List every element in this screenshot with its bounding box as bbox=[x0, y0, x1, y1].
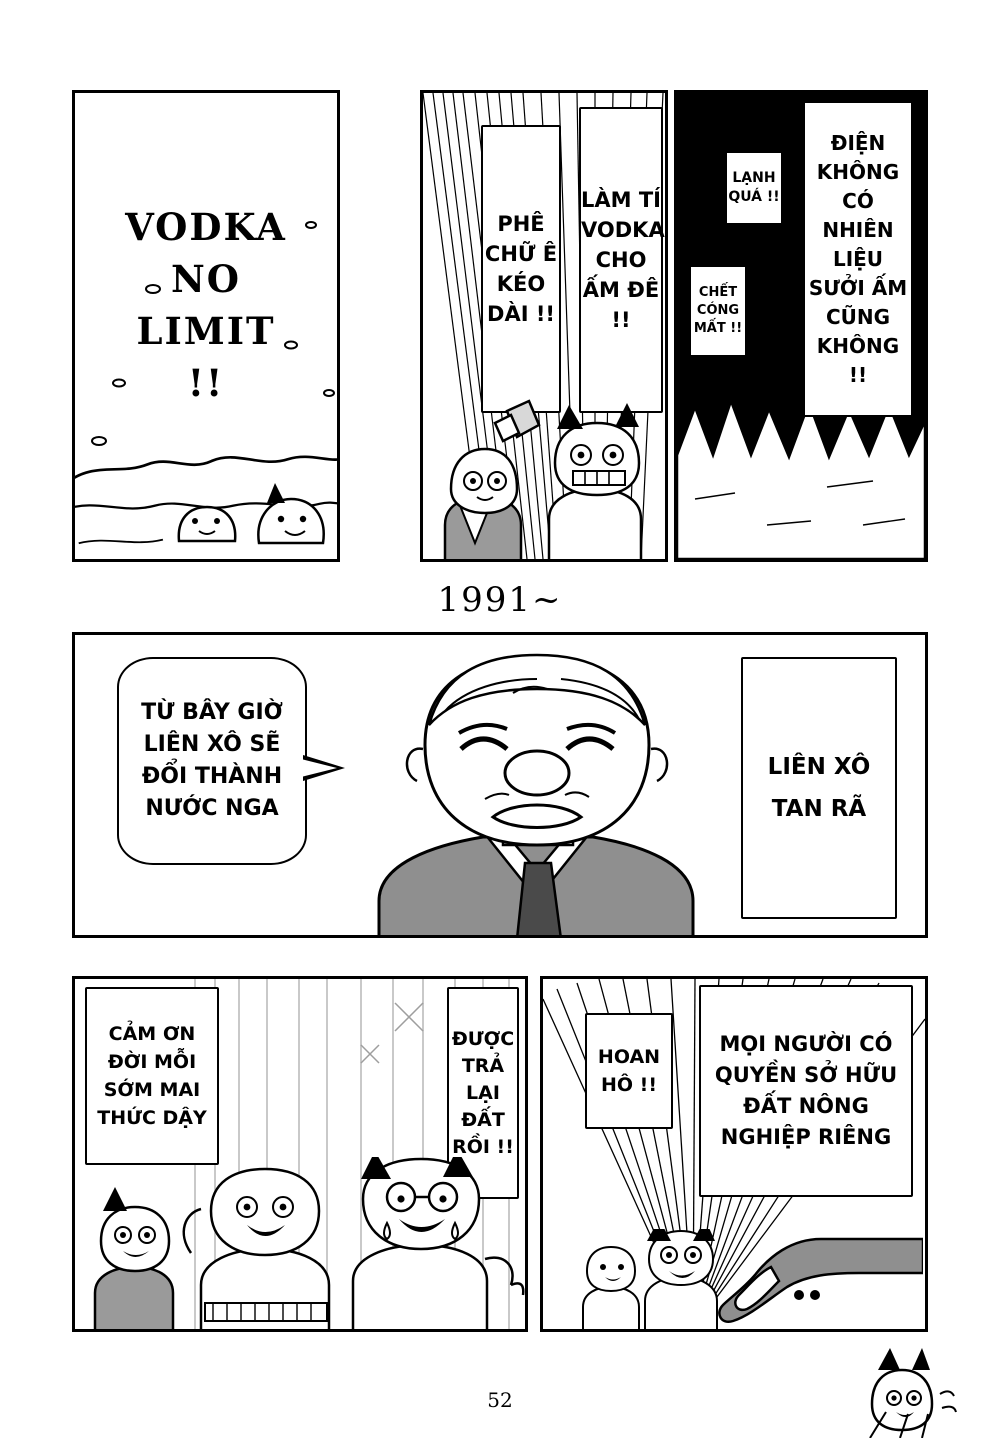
cheering-characters bbox=[81, 1157, 525, 1332]
speech-bubble-tubay: TỪ BÂY GIỜ LIÊN XÔ SẼ ĐỔI THÀNH NƯỚC NGA bbox=[117, 657, 307, 865]
speech-bubble-phe: PHÊ CHỮ Ê KÉO DÀI !! bbox=[481, 125, 561, 413]
page-number: 52 bbox=[487, 1388, 513, 1412]
year-caption: 1991~ bbox=[437, 580, 563, 620]
speech-bubble-tail bbox=[303, 755, 345, 781]
drinking-panel bbox=[420, 90, 668, 562]
drinking-characters bbox=[429, 393, 668, 562]
speech-bubble-duoc: ĐƯỢC TRẢ LẠI ĐẤT RỒI !! bbox=[447, 987, 519, 1199]
speech-bubble-camon: CẢM ƠN ĐỜI MỖI SỚM MAI THỨC DẬY bbox=[85, 987, 219, 1165]
speech-bubble-chet: CHẾT CÓNG MẤT !! bbox=[689, 265, 747, 357]
land-rights-panel bbox=[540, 976, 928, 1332]
corner-mascot bbox=[856, 1348, 966, 1438]
caption-bubble-lienxo: LIÊN XÔ TAN RÃ bbox=[741, 657, 897, 919]
speech-bubble-lanh: LẠNH QUÁ !! bbox=[725, 151, 783, 225]
buried-character-group bbox=[171, 463, 340, 555]
crowd-and-hand bbox=[563, 1229, 923, 1332]
speech-bubble-dien: ĐIỆN KHÔNG CÓ NHIÊN LIỆU SƯỞI ẤM CŨNG KHÔNG !! bbox=[803, 101, 913, 417]
speech-bubble-lam: LÀM TÍ VODKA CHO ẤM ĐÊ !! bbox=[579, 107, 663, 413]
vodka-title: VODKA NO LIMIT !! bbox=[125, 205, 287, 405]
celebration-panel bbox=[72, 976, 528, 1332]
leader-portrait bbox=[361, 649, 711, 938]
speech-bubble-moi: MỌI NGƯỜI CÓ QUYỀN SỞ HỮU ĐẤT NÔNG NGHIỆP RIÊNG bbox=[699, 985, 913, 1197]
leader-announcement-panel bbox=[72, 632, 928, 938]
vodka-no-limit-panel bbox=[72, 90, 340, 562]
speech-bubble-hoan: HOAN HÔ !! bbox=[585, 1013, 673, 1129]
freezing-panel bbox=[674, 90, 928, 562]
